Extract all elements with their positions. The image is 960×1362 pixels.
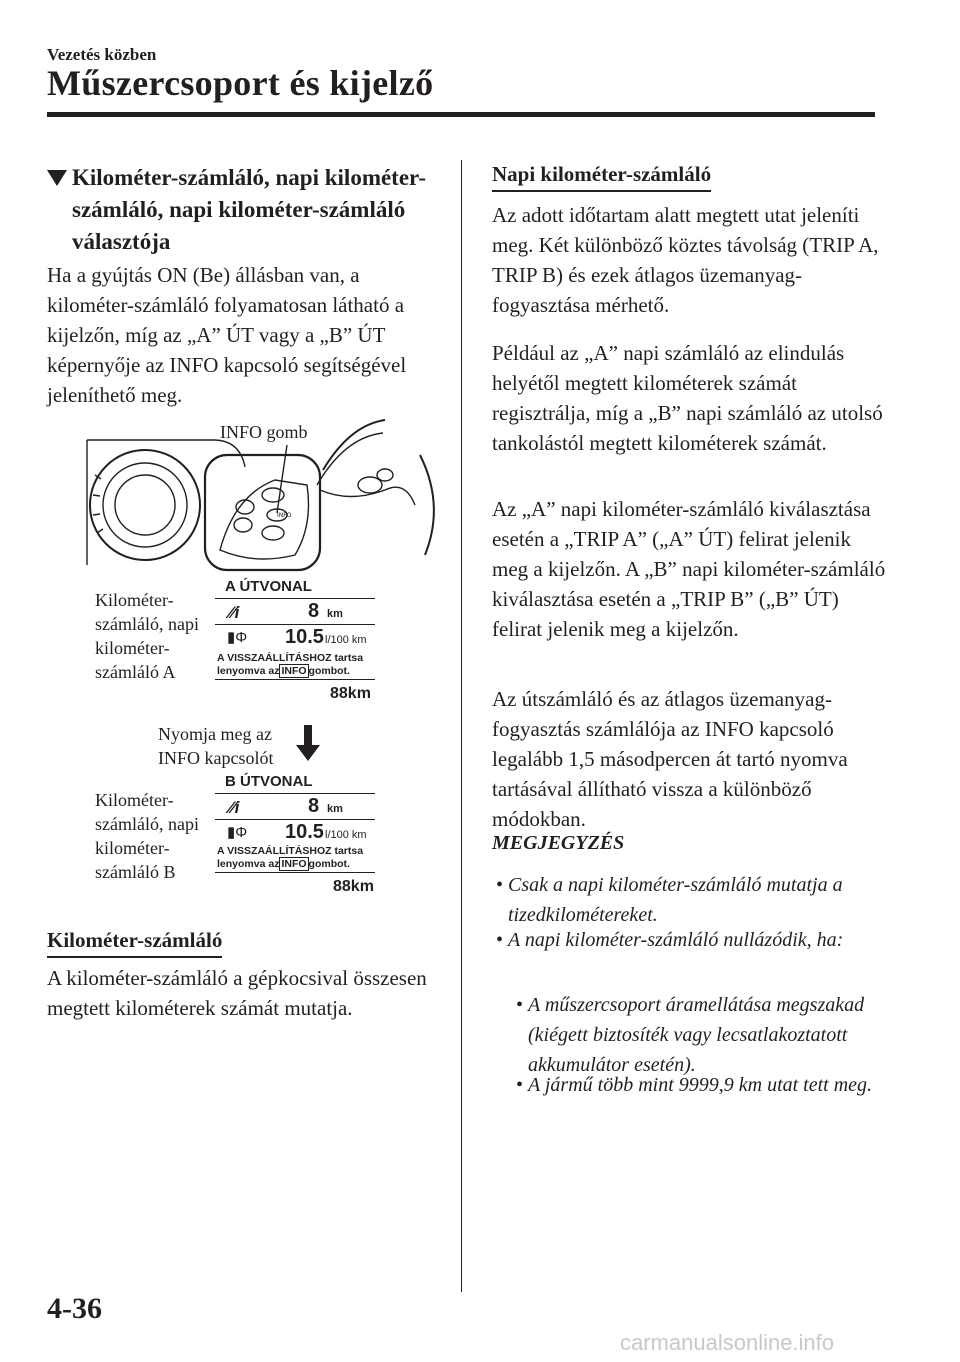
intro-paragraph: Ha a gyújtás ON (Be) állásban van, a kilométer-számláló folyamatosan látható a kijelzőn, míg az „A” ÚT vagy a „B” ÚT képernyője az INFO kapcsoló segítségével jeleníthető meg. (47, 263, 407, 407)
page-title: Műszercsoport és kijelző (47, 63, 434, 103)
trip-b-distance: 8 (308, 795, 320, 817)
trip-b-reset-line2 (217, 858, 350, 870)
info-knob-label: INFO (277, 512, 292, 519)
info-button-label: INFO gomb (220, 422, 308, 442)
bullet-icon: • (496, 874, 504, 896)
trip-a-title-rule (215, 598, 375, 599)
trip-b-fuel-unit: l/100 km (325, 829, 367, 841)
note-subitem-2-text: A jármű több mint 9999,9 km utat tett meg. (528, 1074, 873, 1096)
trip-b-reset-key: INFO (281, 858, 307, 870)
trip-b-title: B ÚTVONAL (225, 773, 313, 790)
trip-a-odometer: 88km (330, 685, 371, 702)
note-subitem-2 (516, 1070, 878, 1100)
trip-a-reset-line2 (217, 665, 350, 677)
note-subitem-1-text: A műszercsoport áramellátása megszakad (kiégett biztosíték vagy lecsatlakoztatott akkumulátor esetén). (528, 994, 865, 1076)
trip-a-row-rule (215, 624, 375, 625)
trip-a-reset-line1: A VISSZAÁLLÍTÁSHOZ tartsa (217, 652, 364, 664)
trip-paragraph-4: Az útszámláló és az átlagos üzemanyag-fogyasztás számlálója az INFO kapcsoló legalább 1,5 másodpercen át tartó nyomva tartásával állítható vissza a különböző módokban. (492, 687, 848, 831)
trip-meter-heading: Napi kilométer-számláló (492, 162, 711, 192)
trip-a-fuel-unit: l/100 km (325, 634, 367, 646)
trip-b-odometer: 88km (333, 878, 374, 895)
note-subitem-1 (516, 990, 878, 1080)
trip-paragraph-1: Az adott időtartam alatt megtett utat jeleníti meg. Két különböző köztes távolság (TRIP A, TRIP B) és ezek átlagos üzemanyag-fogyasztása mérhető. (492, 203, 879, 317)
trip-a-display (215, 578, 385, 708)
section-heading (47, 162, 447, 258)
trip-a-odo-rule (215, 679, 375, 680)
trip-a-reset-pre: lenyomva az (217, 665, 280, 677)
trip-a-distance: 8 (308, 600, 320, 622)
note-item-1 (496, 870, 878, 930)
down-arrow-icon (296, 725, 320, 763)
fuel-consumption-icon: ▮Φ (227, 824, 248, 841)
trip-b-reset-post: gombot. (308, 858, 350, 870)
watermark: carmanualsonline.info (620, 1330, 835, 1355)
trip-b-display (215, 773, 385, 903)
press-info-label: Nyomja meg az INFO kapcsolót (158, 724, 274, 768)
note-heading: MEGJEGYZÉS (492, 832, 625, 854)
trip-a-reset-key: INFO (281, 665, 307, 677)
triangle-bullet-icon (47, 170, 67, 186)
trip-b-row-rule (215, 819, 375, 820)
fuel-consumption-icon: ▮Φ (227, 629, 248, 646)
odometer-paragraph: A kilométer-számláló a gépkocsival összesen megtett kilométerek számát mutatja. (47, 966, 427, 1020)
trip-a-distance-unit: km (327, 608, 343, 620)
trip-b-odo-rule (215, 872, 375, 873)
trip-a-fuel: 10.5 (285, 626, 324, 648)
trip-paragraph-2: Például az „A” napi számláló az elindulás helyétől megtett kilométerek számát regisztrálja, míg a „B” napi számláló az utolsó tankolástól megtett kilométerek számát. (492, 341, 883, 455)
column-divider (461, 160, 462, 1292)
trip-a-reset-post: gombot. (308, 665, 350, 677)
bullet-icon: • (516, 1074, 524, 1096)
section-heading-text: Kilométer-számláló, napi kilométer-számláló, napi kilométer-számláló választója (72, 165, 427, 254)
trip-b-reset-pre: lenyomva az (217, 858, 280, 870)
odometer-heading: Kilométer-számláló (47, 928, 222, 958)
trip-a-label: Kilométer-számláló, napi kilométer-számláló A (95, 590, 199, 682)
trip-b-fuel: 10.5 (285, 821, 324, 843)
note-item-2 (496, 925, 878, 955)
trip-distance-icon: ⁄⁄i (229, 603, 240, 622)
trip-b-label: Kilométer-számláló, napi kilométer-számláló B (95, 790, 199, 882)
bullet-icon: • (496, 929, 504, 951)
page-number: 4-36 (47, 1292, 102, 1325)
trip-b-distance-unit: km (327, 803, 343, 815)
note-item-2-text: A napi kilométer-számláló nullázódik, ha: (508, 929, 844, 951)
section-label: Vezetés közben (47, 45, 157, 64)
trip-paragraph-3: Az „A” napi kilométer-számláló kiválasztása esetén a „TRIP A” („A” ÚT) felirat jelenik meg a kijelzőn. A „B” napi kilométer-számláló kiválasztása esetén a „TRIP B” („B” ÚT) felirat jelenik meg a kijelzőn. (492, 497, 886, 641)
bullet-icon: • (516, 994, 524, 1016)
trip-a-title: A ÚTVONAL (225, 578, 312, 595)
note-item-1-text: Csak a napi kilométer-számláló mutatja a tizedkilométereket. (508, 874, 843, 926)
header-rule (47, 112, 875, 117)
trip-distance-icon: ⁄⁄i (229, 798, 240, 817)
trip-b-reset-line1: A VISSZAÁLLÍTÁSHOZ tartsa (217, 845, 364, 857)
trip-b-title-rule (215, 793, 375, 794)
